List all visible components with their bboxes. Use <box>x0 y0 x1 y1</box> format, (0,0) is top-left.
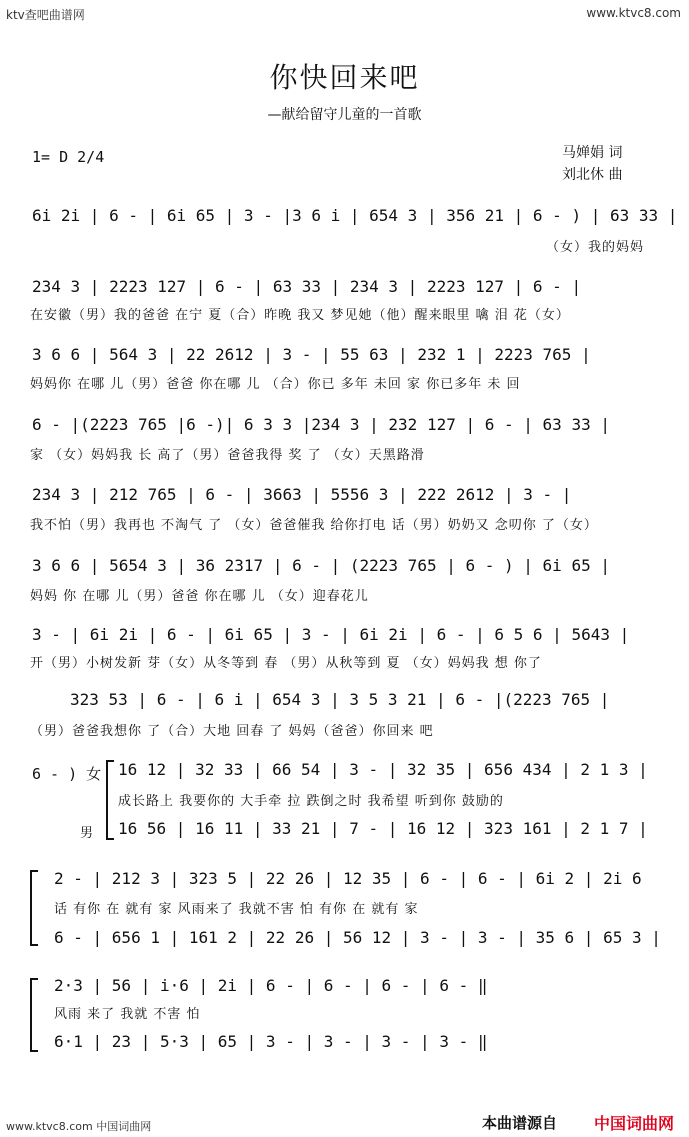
duet-male-label: 男 <box>80 826 94 841</box>
score-line-5-lyrics: 我不怕（男）我再也 不淘气 了 （女）爸爸催我 给你打电 话（男）奶奶又 念叨你 了（女） <box>30 518 598 533</box>
duet-1-female-lyrics: 成长路上 我要你的 大手牵 拉 跌倒之时 我希望 听到你 鼓励的 <box>118 794 504 809</box>
score-line-3-notes: 3 6 6 | 564 3 | 22 2612 | 3 - | 55 63 | 232 1 | 2223 765 | <box>32 345 591 364</box>
score-line-4-lyrics: 家 （女）妈妈我 长 高了（男）爸爸我得 奖 了 （女）天黑路滑 <box>30 448 425 463</box>
score-line-6-notes: 3 6 6 | 5654 3 | 36 2317 | 6 - | (2223 765 | 6 - ) | 6i 65 | <box>32 556 610 575</box>
duet-1-female-notes: 16 12 | 32 33 | 66 54 | 3 - | 32 35 | 656 434 | 2 1 3 | <box>118 760 648 779</box>
duet-3-female-lyrics: 风雨 来了 我就 不害 怕 <box>54 1007 201 1022</box>
duet-bracket-1 <box>106 760 114 840</box>
score-line-1-lyrics: （女）我的妈妈 <box>546 240 645 255</box>
duet-3-female-notes: 2·3 | 56 | i·6 | 2i | 6 - | 6 - | 6 - | 6 - ‖ <box>54 976 488 995</box>
score-line-7-lyrics: 开（男）小树发新 芽（女）从冬等到 春 （男）从秋等到 夏 （女）妈妈我 想 你了 <box>30 656 542 671</box>
score-line-5-notes: 234 3 | 212 765 | 6 - | 3663 | 5556 3 | 222 2612 | 3 - | <box>32 485 572 504</box>
duet-1-male-notes: 16 56 | 16 11 | 33 21 | 7 - | 16 12 | 323 161 | 2 1 7 | <box>118 819 648 838</box>
score-line-6-lyrics: 妈妈 你 在哪 儿（男）爸爸 你在哪 儿 （女）迎春花儿 <box>30 589 369 604</box>
score-line-3-lyrics: 妈妈你 在哪 儿（男）爸爸 你在哪 儿 （合）你已 多年 未回 家 你已多年 未 回 <box>30 377 521 392</box>
score-line-2-lyrics: 在安徽（男）我的爸爸 在宁 夏（合）昨晚 我又 梦见她（他）醒来眼里 噙 泪 花（女） <box>30 308 570 323</box>
key-signature: 1= D 2/4 <box>32 148 105 166</box>
score-line-8-notes: 323 53 | 6 - | 6 i | 654 3 | 3 5 3 21 | 6 - |(2223 765 | <box>70 690 610 709</box>
watermark-top-right: www.ktvc8.com <box>586 6 681 20</box>
footer-site-name[interactable]: 中国词曲网 <box>594 1114 675 1133</box>
watermark-bottom-left: www.ktvc8.com 中国词曲网 <box>6 1120 152 1133</box>
score-line-7-notes: 3 - | 6i 2i | 6 - | 6i 65 | 3 - | 6i 2i | 6 - | 6 5 6 | 5643 | <box>32 625 630 644</box>
score-line-4-notes: 6 - |(2223 765 |6 -)| 6 3 3 |234 3 | 232 127 | 6 - | 63 33 | <box>32 415 610 434</box>
score-line-1-notes: 6i 2i | 6 - | 6i 65 | 3 - |3 6 i | 654 3 | 356 21 | 6 - ) | 63 33 | <box>32 206 678 225</box>
duet-intro: 6 - ) 女 <box>32 765 102 783</box>
lyricist-credit: 马婵娟 词 <box>562 145 623 161</box>
duet-2-male-notes: 6 - | 656 1 | 161 2 | 22 26 | 56 12 | 3 - | 3 - | 35 6 | 65 3 | <box>54 928 661 947</box>
composer-credit: 刘北休 曲 <box>562 167 623 183</box>
footer-source-label: 本曲谱源自 <box>482 1114 558 1132</box>
duet-bracket-2 <box>30 870 38 946</box>
duet-2-female-notes: 2 - | 212 3 | 323 5 | 22 26 | 12 35 | 6 - | 6 - | 6i 2 | 2i 6 <box>54 869 642 888</box>
score-line-2-notes: 234 3 | 2223 127 | 6 - | 63 33 | 234 3 | 2223 127 | 6 - | <box>32 277 582 296</box>
song-subtitle: —献给留守儿童的一首歌 <box>267 107 422 123</box>
song-title: 你快回来吧 <box>269 61 420 94</box>
watermark-top-left: ktv查吧曲谱网 <box>6 8 85 22</box>
duet-2-female-lyrics: 话 有你 在 就有 家 风雨来了 我就不害 怕 有你 在 就有 家 <box>54 902 419 917</box>
duet-bracket-3 <box>30 978 38 1052</box>
score-line-8-lyrics: （男）爸爸我想你 了（合）大地 回春 了 妈妈（爸爸）你回来 吧 <box>30 724 434 739</box>
duet-3-male-notes: 6·1 | 23 | 5·3 | 65 | 3 - | 3 - | 3 - | 3 - ‖ <box>54 1032 488 1051</box>
